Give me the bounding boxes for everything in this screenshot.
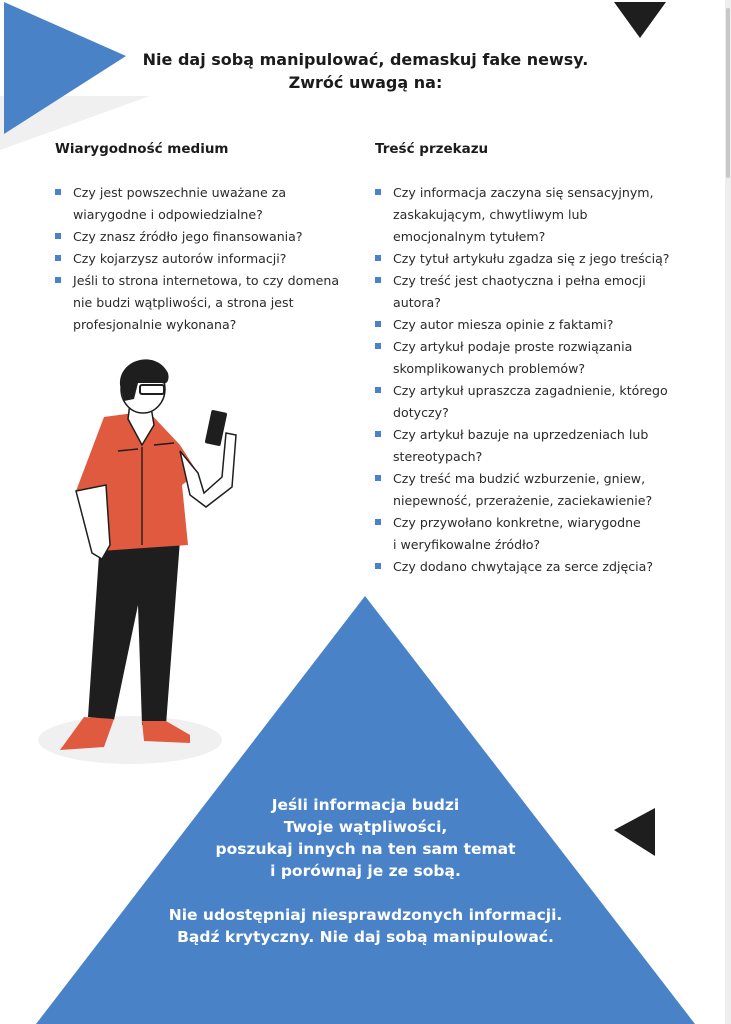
- list-item: Czy autor miesza opinie z faktami?: [375, 314, 695, 336]
- callout-paragraph-1: Jeśli informacja budzi Twoje wątpliwości, poszukaj innych na ten sam temat i porównaj je ze sobą.: [215, 796, 516, 880]
- bullet-icon: [375, 519, 381, 525]
- bullet-icon: [375, 321, 381, 327]
- list-item: Czy kojarzysz autorów informacji?: [55, 248, 355, 270]
- list-item: Czy przywołano konkretne, wiarygodne i weryfikowalne źródło?: [375, 512, 695, 556]
- page-title: [0, 48, 731, 94]
- list-item: Czy artykuł upraszcza zagadnienie, którego dotyczy?: [375, 380, 695, 424]
- scrollbar-thumb[interactable]: [726, 8, 730, 178]
- bullet-icon: [375, 475, 381, 481]
- right-arm: [180, 433, 236, 507]
- left-column-heading: Wiarygodność medium: [55, 141, 229, 157]
- bullet-icon: [375, 431, 381, 437]
- left-checklist: [55, 182, 355, 336]
- list-item: Czy jest powszechnie uważane za wiarygodne i odpowiedzialne?: [55, 182, 355, 226]
- bullet-icon: [375, 563, 381, 569]
- list-item: Czy znasz źródło jego finansowania?: [55, 226, 355, 248]
- list-item: Jeśli to strona internetowa, to czy domena nie budzi wątpliwości, a strona jest profesjonalnie wykonana?: [55, 270, 355, 336]
- list-item: Czy treść jest chaotyczna i pełna emocji autora?: [375, 270, 695, 314]
- title-line-2: Zwróć uwagą na:: [288, 73, 443, 92]
- bullet-icon: [375, 189, 381, 195]
- bullet-icon: [55, 255, 61, 261]
- vertical-scrollbar[interactable]: [725, 0, 731, 1024]
- list-item: Czy artykuł podaje proste rozwiązania skomplikowanych problemów?: [375, 336, 695, 380]
- title-line-1: Nie daj sobą manipulować, demaskuj fake newsy.: [142, 50, 589, 69]
- man-with-phone-illustration: [30, 355, 270, 775]
- black-triangle-topright: [614, 2, 666, 38]
- phone: [205, 410, 228, 447]
- bullet-icon: [55, 277, 61, 283]
- left-arm: [76, 485, 110, 559]
- list-item: Czy artykuł bazuje na uprzedzeniach lub stereotypach?: [375, 424, 695, 468]
- bullet-icon: [375, 255, 381, 261]
- list-item: Czy tytuł artykułu zgadza się z jego treścią?: [375, 248, 695, 270]
- floor-shadow: [38, 716, 222, 764]
- bullet-icon: [375, 277, 381, 283]
- right-checklist: [375, 182, 695, 578]
- list-item: Czy treść ma budzić wzburzenie, gniew, niepewność, przerażenie, zaciekawienie?: [375, 468, 695, 512]
- right-column-heading: Treść przekazu: [375, 141, 489, 157]
- list-item: Czy dodano chwytające za serce zdjęcia?: [375, 556, 695, 578]
- bullet-icon: [55, 233, 61, 239]
- bullet-icon: [375, 343, 381, 349]
- trousers: [88, 540, 180, 725]
- list-item: Czy informacja zaczyna się sensacyjnym, zaskakującym, chwytliwym lub emocjonalnym tytułem?: [375, 182, 695, 248]
- bullet-icon: [55, 189, 61, 195]
- bullet-icon: [375, 387, 381, 393]
- callout-paragraph-2: Nie udostępniaj niesprawdzonych informacji. Bądź krytyczny. Nie daj sobą manipulować.: [168, 906, 563, 946]
